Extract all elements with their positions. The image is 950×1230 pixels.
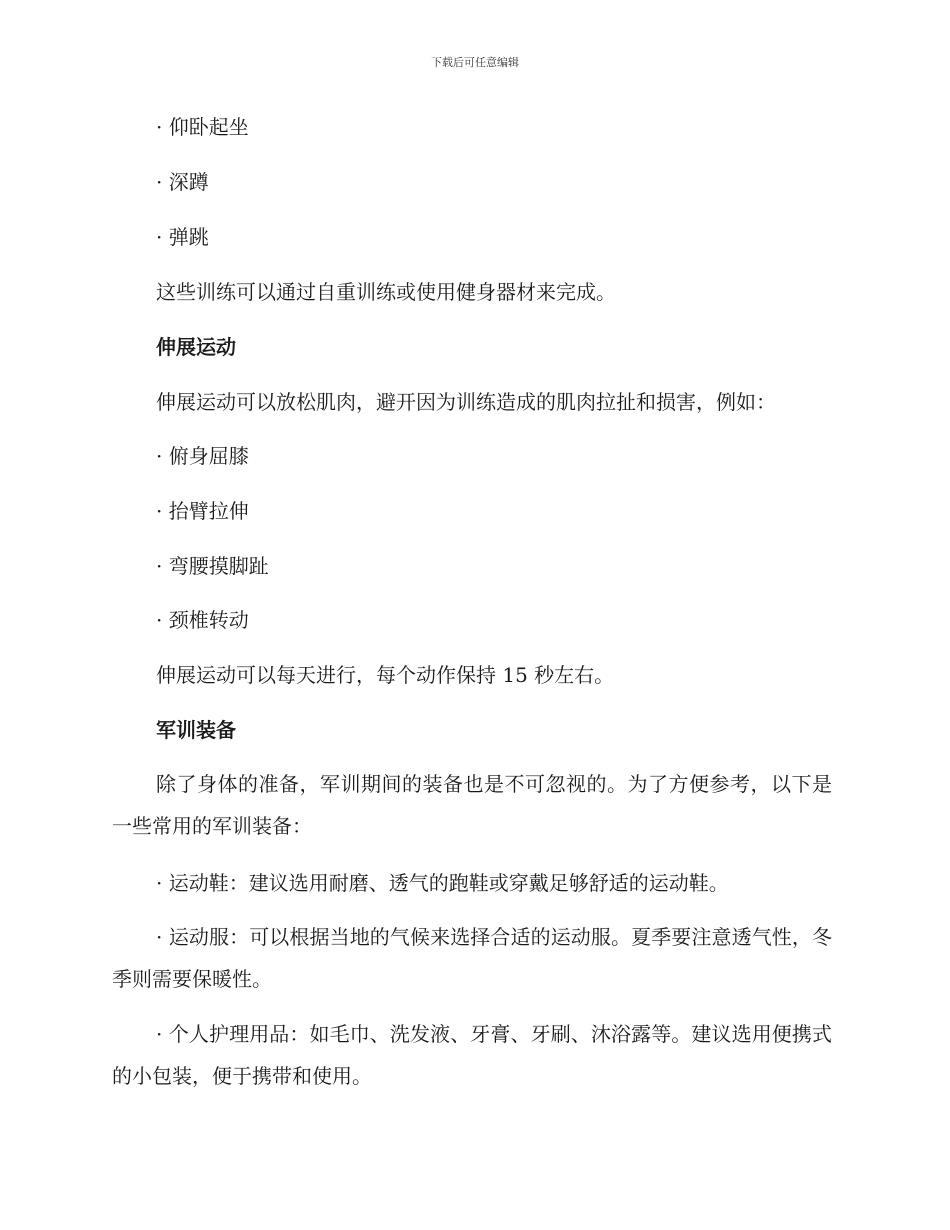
list-item-situps: · 仰卧起坐 (156, 115, 249, 139)
paragraph-training-methods: 这些训练可以通过自重训练或使用健身器材来完成。 (156, 280, 616, 304)
paragraph-stretching-intro: 伸展运动可以放松肌肉，避开因为训练造成的肌肉拉扯和损害，例如： (156, 390, 776, 414)
list-item-bend-knees: · 俯身屈膝 (156, 444, 249, 468)
list-item-squats: · 深蹲 (156, 170, 209, 194)
paragraph-gear-intro: 除了身体的准备，军训期间的装备也是不可忽视的。为了方便参考，以下是一些常用的军训装备： (112, 772, 832, 838)
section-heading-stretching: 伸展运动 (156, 335, 236, 359)
list-item-jumps: · 弹跳 (156, 225, 209, 249)
list-item-clothes: · 运动服：可以根据当地的气候来选择合适的运动服。夏季要注意透气性，冬季则需要保暖性。 (112, 925, 832, 991)
list-item-touch-toes: · 弯腰摸脚趾 (156, 554, 269, 578)
list-item-neck-rotation: · 颈椎转动 (156, 608, 249, 632)
list-item-shoes: · 运动鞋：建议选用耐磨、透气的跑鞋或穿戴足够舒适的运动鞋。 (156, 871, 729, 895)
page-header: 下载后可任意编辑 (431, 56, 519, 69)
list-item-arm-stretch: · 抬臂拉伸 (156, 499, 249, 523)
section-heading-gear: 军训装备 (156, 718, 236, 742)
list-item-personal-care: · 个人护理用品：如毛巾、洗发液、牙膏、牙刷、沐浴露等。建议选用便携式的小包装，便于携带和使用。 (112, 1022, 832, 1088)
paragraph-stretching-note: 伸展运动可以每天进行，每个动作保持 15 秒左右。 (156, 663, 615, 687)
